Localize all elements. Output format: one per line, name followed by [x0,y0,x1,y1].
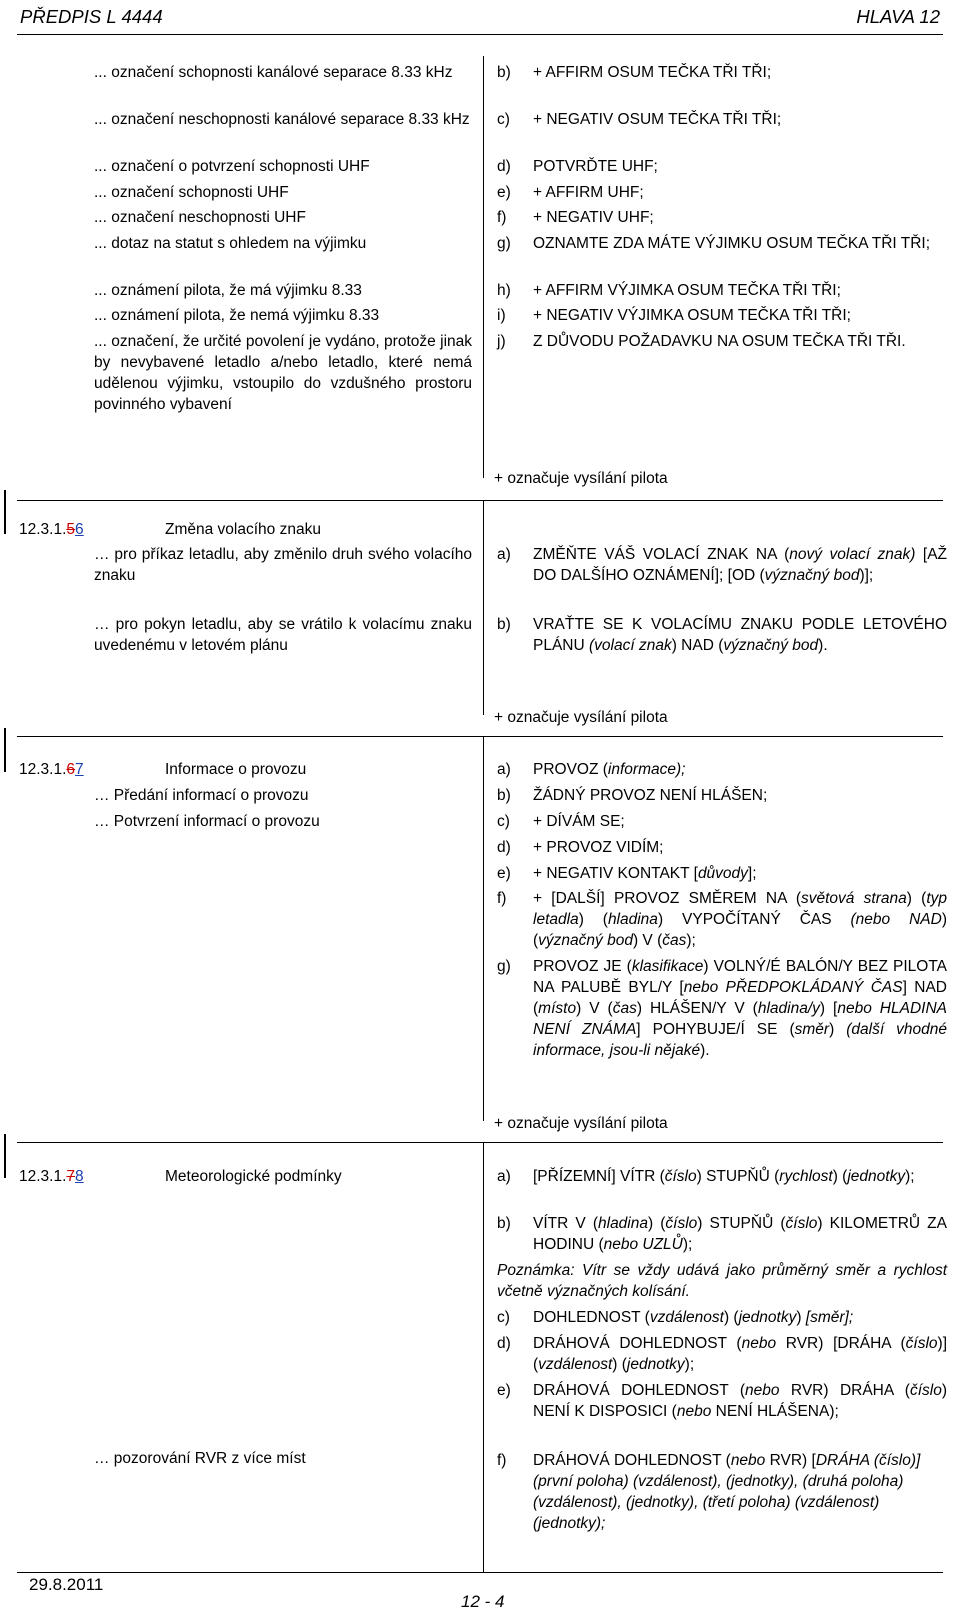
phraseology-item [497,182,947,203]
item-text [533,863,947,884]
placeholder-text: klasifikace [631,958,704,975]
section-number [19,1166,84,1187]
phraseology-item [497,759,947,780]
item-text [533,1380,947,1422]
inserted-number: 6 [75,521,84,538]
placeholder-text: vzdálenost [649,1309,724,1326]
phrase-description: ... označení schopnosti UHF [94,184,289,201]
item-label: g) [497,235,511,252]
item-label: a) [497,1168,511,1185]
placeholder-text: čas [612,1000,637,1017]
phrase-text: ] NAD ( [533,979,947,1017]
phrase-text: ); [684,1356,695,1373]
item-text [533,1307,947,1328]
phrase-text: ) ( [612,1356,627,1373]
page-footer [17,1572,943,1617]
placeholder-text: DRÁHA (číslo)] (první poloha) (vzdálenost), (jednotky), (druhá poloha) (vzdálenost), (jednotky), (třetí poloha) (vzdálenost) (jednotky); [533,1452,921,1532]
phrase-description: ... označení neschopnosti kanálové separace 8.33 kHz [94,111,470,128]
phrase-text: ) ( [832,1168,848,1185]
item-label: f) [497,890,507,907]
item-text [533,544,947,586]
phrase-text: + DÍVÁM SE; [533,813,625,830]
phraseology-item [497,207,947,228]
placeholder-text: typ letadla [533,890,947,928]
phrase-description: … pro příkaz letadlu, aby změnilo druh svého volacího znaku [94,546,472,584]
phraseology-item [497,614,947,656]
placeholder-text: číslo [905,1335,938,1352]
section-number-prefix: 12.3.1. [19,761,67,778]
phrase-text: VRAŤTE SE K VOLACÍMU ZNAKU PODLE LETOVÉHO PLÁNU [533,616,947,654]
pilot-transmission-note: + označuje vysílání pilota [494,470,668,487]
phrase-text: ) STUPŇŮ ( [697,1215,786,1232]
item-text: POTVRĎTE UHF; [533,158,658,175]
item-text [533,837,947,858]
placeholder-text: (volací znak [589,637,672,654]
phrase-text: RVR) [DRÁHA ( [776,1335,906,1352]
item-label: a) [497,761,511,778]
item-text: + NEGATIV OSUM TEČKA TŘI TŘI; [533,111,782,128]
document-title: PŘEDPIS L 4444 [20,6,163,27]
phraseology-item [497,156,947,177]
page-number: 12 - 4 [461,1592,505,1611]
phraseology-item [497,863,947,884]
placeholder-text: místo [538,1000,577,1017]
phrase-text: ) VYPOČÍTANÝ ČAS [657,911,851,928]
item-label: h) [497,282,511,299]
phrase-text: ). [700,1042,710,1059]
item-text [533,759,947,780]
placeholder-text: číslo [664,1168,697,1185]
column-divider [483,56,484,478]
phrase-text: DOHLEDNOST ( [533,1309,650,1326]
phrase-text: ) ( [723,1309,739,1326]
phrase-text: + PROVOZ VIDÍM; [533,839,664,856]
note: Poznámka: Vítr se vždy udává jako průměrný směr a rychlost včetně význačných kolísání. [497,1262,947,1300]
item-text: + NEGATIV UHF; [533,209,654,226]
phrase-text: ŽÁDNÝ PROVOZ NENÍ HLÁŠEN; [533,787,768,804]
placeholder-text: nebo HLADINA NENÍ ZNÁMA [533,1000,947,1038]
phrase-text: ] POHYBUJE/Í SE ( [636,1021,795,1038]
placeholder-text: hladina/y [757,1000,820,1017]
column-divider [483,736,484,1121]
placeholder-text: číslo [909,1382,942,1399]
phrase-description: ... označení schopnosti kanálové separace 8.33 kHz [94,64,453,81]
inserted-number: 7 [75,761,84,778]
phrase-text: ) [796,1309,806,1326]
section-title: Meteorologické podmínky [165,1168,342,1185]
phraseology-item [497,280,947,301]
inserted-number: 8 [75,1168,84,1185]
section-number [19,519,84,540]
phrase-text: DRÁHOVÁ DOHLEDNOST ( [533,1382,746,1399]
item-text [533,956,947,1061]
phrase-text: ) HLÁŠEN/Y V ( [636,1000,758,1017]
phraseology-item [497,233,947,254]
phrase-text: ) NENÍ K DISPOSICI ( [533,1382,947,1420]
placeholder-text: číslo [665,1215,698,1232]
phraseology-item [497,1380,947,1422]
placeholder-text: význačný bod [764,567,860,584]
phrase-text: ) NAD ( [671,637,724,654]
item-text [533,811,947,832]
placeholder-text: nebo [741,1335,777,1352]
placeholder-text: nebo [730,1452,766,1469]
item-text [533,1166,947,1187]
change-bar [4,1134,6,1178]
placeholder-text: (nebo NAD [850,911,942,928]
item-text [533,1450,947,1534]
phraseology-item [497,331,947,352]
phrase-text: ) [829,1021,847,1038]
item-label: g) [497,958,511,975]
item-label: c) [497,813,510,830]
placeholder-text: význačný bod [723,637,819,654]
phrase-description: ... označení o potvrzení schopnosti UHF [94,158,370,175]
placeholder-text: [směr]; [805,1309,854,1326]
phrase-description: ... označení, že určité povolení je vydáno, protože jinak by nevybavené letadlo a/nebo letadlo, které nemá udělenou výjimku, vstoupilo do vzdušného prostoru povinného vybavení [94,333,472,413]
phrase-text: [PŘÍZEMNÍ] VÍTR ( [533,1168,665,1185]
phrase-text: ); [686,932,696,949]
phraseology-item [497,1166,947,1187]
item-label: e) [497,1382,511,1399]
placeholder-text: jednotky [738,1309,797,1326]
phrase-text: RVR) [ [765,1452,816,1469]
phrase-text: + NEGATIV KONTAKT [ [533,865,698,882]
change-bar [4,728,6,772]
phrase-text: RVR) DRÁHA ( [779,1382,910,1399]
item-text [533,1213,947,1255]
section-number-prefix: 12.3.1. [19,1168,67,1185]
placeholder-text: nový volací znak) [789,546,916,563]
phraseology-item [497,837,947,858]
item-text [533,1333,947,1375]
placeholder-text: nebo UZLŮ [603,1236,683,1253]
placeholder-text: rychlost [779,1168,833,1185]
phrase-description: ... označení neschopnosti UHF [94,209,306,226]
section-divider [17,500,943,501]
phrase-text: + [DALŠÍ] PROVOZ SMĚREM NA ( [533,890,801,907]
deleted-number: 5 [66,521,76,538]
phrase-description: … pozorování RVR z více míst [94,1450,306,1467]
phraseology-item [497,109,947,130]
phrase-description: … Potvrzení informací o provozu [94,813,320,830]
phrase-text: ]; [747,865,757,882]
item-label: b) [497,787,511,804]
phraseology-item [497,305,947,326]
item-text: + AFFIRM UHF; [533,184,644,201]
phrase-text: PROVOZ JE ( [533,958,632,975]
item-text [533,614,947,656]
phraseology-item [497,1333,947,1375]
item-text: Z DŮVODU POŽADAVKU NA OSUM TEČKA TŘI TŘI. [533,333,906,350]
placeholder-text: význačný bod [538,932,633,949]
item-label: i) [497,307,506,324]
section-number [19,759,84,780]
phrase-text: ); [682,1236,693,1253]
phrase-text: VÍTR V ( [533,1215,598,1232]
phraseology-item [497,62,947,83]
issue-date: 29.8.2011 [29,1575,104,1594]
placeholder-text: (další vhodné informace, jsou-li nějaké [533,1021,948,1059]
placeholder-text: nebo [745,1382,780,1399]
phrase-text: ) [ [819,1000,838,1017]
item-text: + AFFIRM OSUM TEČKA TŘI TŘI; [533,64,772,81]
page-header [17,4,943,35]
item-label: j) [497,333,506,350]
phraseology-item [497,888,947,951]
phrase-text: ) KILOMETRŮ ZA HODINU ( [533,1215,947,1253]
item-label: d) [497,839,511,856]
phraseology-item [497,811,947,832]
item-label: c) [497,1309,510,1326]
item-text: + NEGATIV VÝJIMKA OSUM TEČKA TŘI TŘI; [533,307,851,324]
phraseology-item [497,785,947,806]
placeholder-text: hladina [607,911,658,928]
phrase-text: ) ( [578,911,608,928]
phrase-description: ... oznámení pilota, že má výjimku 8.33 [94,282,362,299]
phrase-text: ) V ( [632,932,663,949]
column-divider [483,500,484,715]
item-label: f) [497,1452,507,1469]
placeholder-text: vzdálenost [538,1356,613,1373]
phrase-text: )]; [859,567,874,584]
placeholder-text: světová strana [800,890,907,907]
section-number-prefix: 12.3.1. [19,521,67,538]
placeholder-text: nebo [676,1403,712,1420]
phraseology-item [497,956,947,1061]
phrase-text: ) V ( [576,1000,613,1017]
phrase-text: ). [818,637,828,654]
item-label: d) [497,158,511,175]
placeholder-text: čas [662,932,687,949]
phrase-description: … pro pokyn letadlu, aby se vrátilo k volacímu znaku uvedenému v letovém plánu [94,616,472,654]
phrase-text: )] ( [533,1335,947,1373]
placeholder-text: číslo [785,1215,818,1232]
item-label: e) [497,865,511,882]
pilot-transmission-note: + označuje vysílání pilota [494,709,668,726]
placeholder-text: nebo PŘEDPOKLÁDANÝ ČAS [683,979,903,996]
item-label: f) [497,209,507,226]
phrase-text: DRÁHOVÁ DOHLEDNOST ( [533,1335,742,1352]
phrase-text: [AŽ DO DALŠÍHO OZNÁMENÍ]; [OD ( [533,546,948,584]
placeholder-text: jednotky [847,1168,906,1185]
phrase-text: PROVOZ ( [533,761,608,778]
item-label: b) [497,1215,511,1232]
phrase-description: ... dotaz na statut s ohledem na výjimku [94,235,367,252]
item-label: d) [497,1335,511,1352]
item-text: + AFFIRM VÝJIMKA OSUM TEČKA TŘI TŘI; [533,282,841,299]
phrase-text: ) VOLNÝ/É BALÓN/Y BEZ PILOTA NA PALUBĚ BYL/Y [ [533,958,947,996]
phrase-text: NENÍ HLÁŠENA); [711,1403,839,1420]
phraseology-item [497,1213,947,1255]
item-label: e) [497,184,511,201]
phrase-text: ) STUPŇŮ ( [696,1168,780,1185]
phrase-description: … Předání informací o provozu [94,787,309,804]
phrase-text: ZMĚŇTE VÁŠ VOLACÍ ZNAK NA ( [533,546,790,563]
section-divider [17,1142,943,1143]
section-title: Změna volacího znaku [165,521,321,538]
item-text [533,888,947,951]
phrase-text: DRÁHOVÁ DOHLEDNOST ( [533,1452,731,1469]
phrase-text: ) ( [533,911,947,949]
placeholder-text: informace); [607,761,686,778]
phraseology-item [497,1450,947,1534]
section-title: Informace o provozu [165,761,307,778]
column-divider [483,1142,484,1572]
placeholder-text: důvody [697,865,748,882]
phrase-text: ) ( [906,890,927,907]
phrase-text: ); [905,1168,915,1185]
phraseology-item [497,544,947,586]
item-label: b) [497,616,511,633]
placeholder-text: hladina [598,1215,648,1232]
placeholder-text: jednotky [626,1356,685,1373]
pilot-transmission-note: + označuje vysílání pilota [494,1115,668,1132]
item-label: b) [497,64,511,81]
chapter-title: HLAVA 12 [856,6,940,27]
deleted-number: 6 [66,761,76,778]
phrase-text: ) ( [648,1215,666,1232]
phrase-description: ... oznámení pilota, že nemá výjimku 8.33 [94,307,380,324]
placeholder-text: směr [794,1021,830,1038]
item-label: a) [497,546,511,563]
section-divider [17,736,943,737]
deleted-number: 7 [66,1168,76,1185]
change-bar [4,490,6,534]
phraseology-item [497,1307,947,1328]
item-label: c) [497,111,510,128]
item-text: OZNAMTE ZDA MÁTE VÝJIMKU OSUM TEČKA TŘI TŘI; [533,235,931,252]
item-text [533,785,947,806]
